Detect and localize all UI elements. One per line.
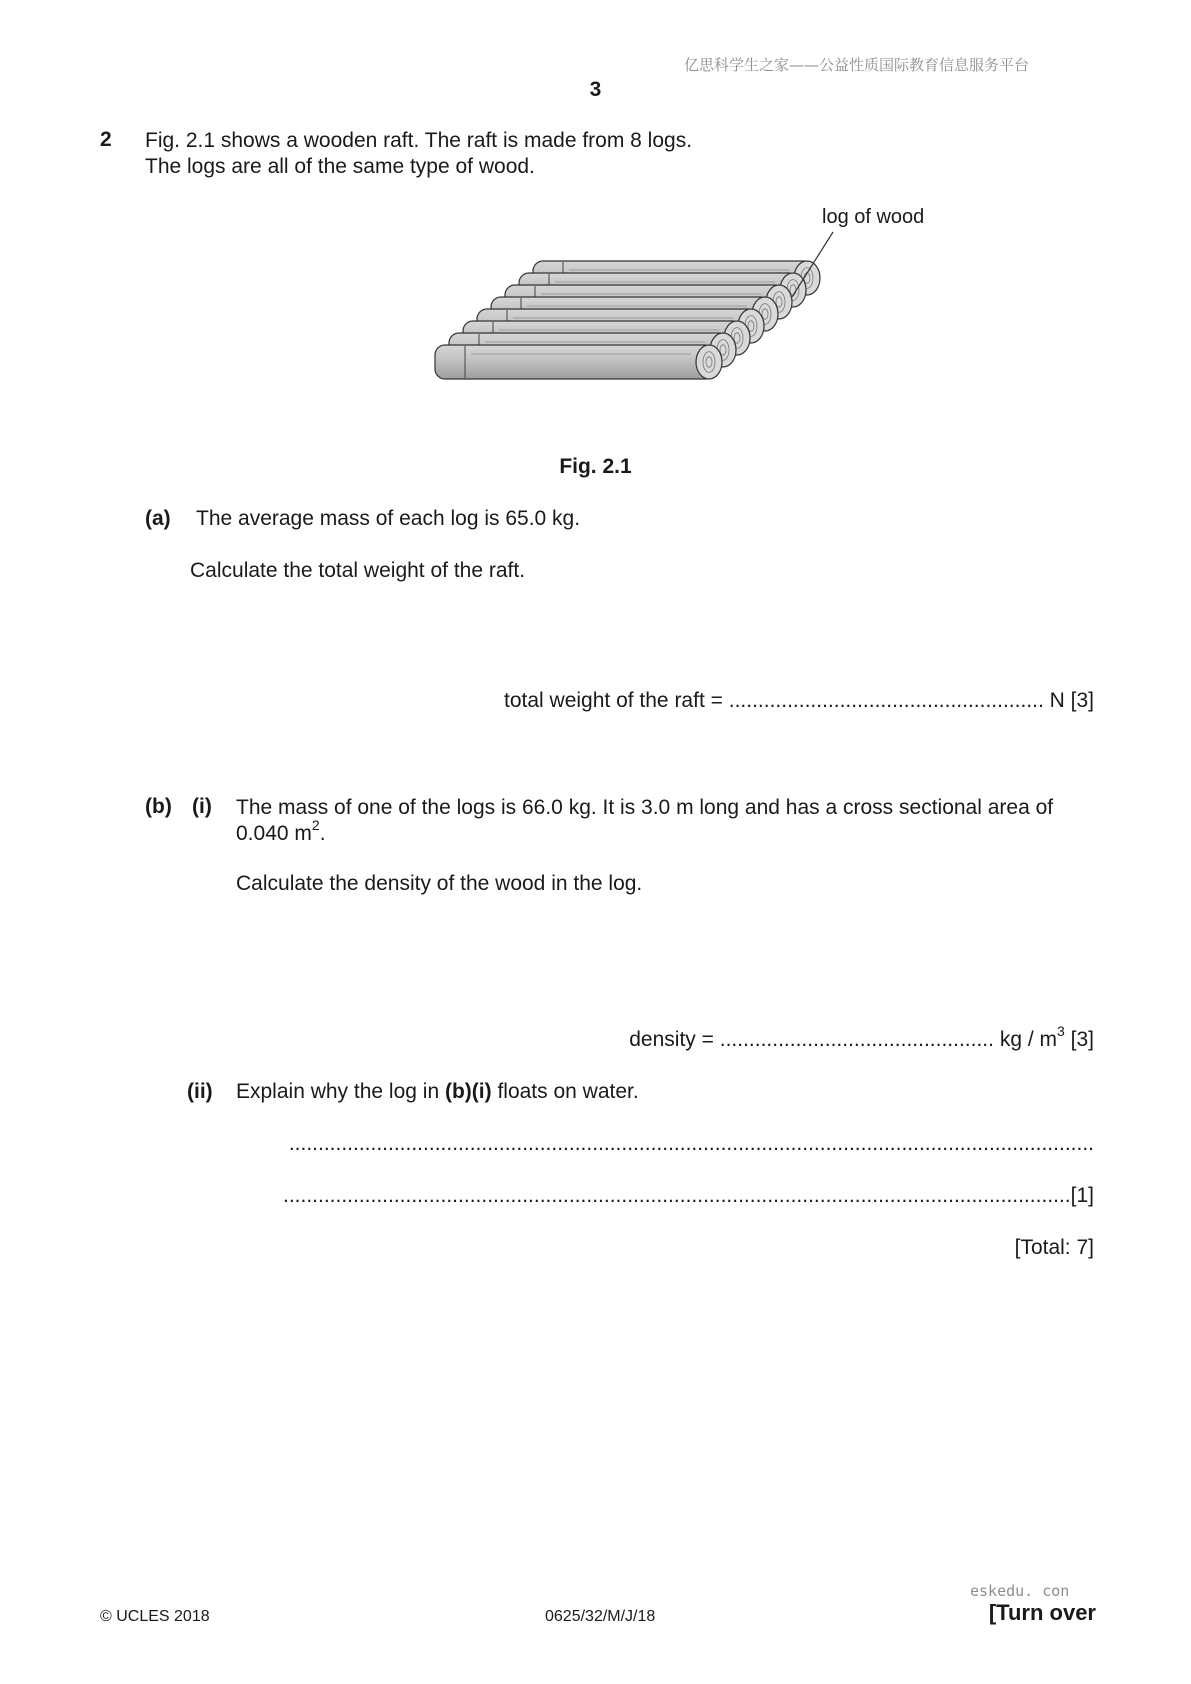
figure-caption: Fig. 2.1 [559,455,632,478]
header-watermark: 亿思科学生之家——公益性质国际教育信息服务平台 [684,56,1030,74]
page-number: 3 [589,78,602,101]
part-b-i-text [236,795,1053,847]
part-a-instruction: Calculate the total weight of the raft. [190,559,526,582]
answer-line-1[interactable]: .......................................................................................................................................... [288,1132,1094,1155]
part-a-label: (a) [145,507,171,530]
turn-over: [Turn over [988,1600,1096,1625]
density-unit [999,1023,1065,1051]
density-prefix: density = [629,1028,714,1051]
paper-code: 0625/32/M/J/18 [545,1608,656,1625]
intro-line-1: Fig. 2.1 shows a wooden raft. The raft is made from 8 logs. [145,129,693,152]
answer-line-2-dots[interactable]: ....................................................................................................................................... [282,1184,1071,1207]
part-b-ii-text [236,1080,639,1104]
area-value: 0.040 m [236,822,312,845]
density-unit-base: kg / m [999,1028,1057,1051]
part-b-ii-label: (ii) [187,1080,213,1103]
density-answer-dots[interactable]: ............................................... [719,1028,994,1051]
intro-line-2: The logs are all of the same type of wood. [145,155,535,178]
part-a-answer-prefix: total weight of the raft = [504,689,723,712]
part-b-label: (b) [145,795,172,818]
part-b-ii-text-before: Explain why the log in [236,1080,440,1103]
part-b-i-label: (i) [192,795,212,818]
part-a-answer-line [504,689,1094,713]
log-of-wood-label: log of wood [822,206,925,228]
total-marks: [Total: 7] [1014,1236,1094,1259]
area-exponent: 2 [311,817,320,833]
part-b-i-instruction: Calculate the density of the wood in the log. [236,872,643,895]
part-a-answer-suffix: N [3] [1049,689,1094,712]
part-b-ii-text-after: floats on water. [497,1080,639,1103]
part-b-ii-ref: (b)(i) [444,1080,492,1103]
area-period: . [319,822,326,845]
raft-figure [430,205,925,431]
answer-line-2-marks: [1] [1070,1184,1094,1207]
part-b-i-line-1: The mass of one of the logs is 66.0 kg. It is 3.0 m long and has a cross sectional area of [236,796,1054,819]
part-b-i-answer-line [629,1023,1094,1052]
question-intro [145,128,692,180]
density-unit-exponent: 3 [1057,1023,1065,1039]
footer-watermark: eskedu. con [970,1582,1070,1600]
logs-group [435,261,820,379]
density-marks: [3] [1070,1028,1094,1051]
raft-illustration [430,205,925,425]
part-a-answer-dots[interactable]: ...................................................... [728,689,1044,712]
copyright: © UCLES 2018 [100,1608,210,1625]
question-number: 2 [100,128,112,151]
log [435,345,722,379]
answer-line-2 [283,1184,1094,1208]
part-a-text: The average mass of each log is 65.0 kg. [196,507,581,530]
part-b-i-line-2 [236,817,1053,847]
